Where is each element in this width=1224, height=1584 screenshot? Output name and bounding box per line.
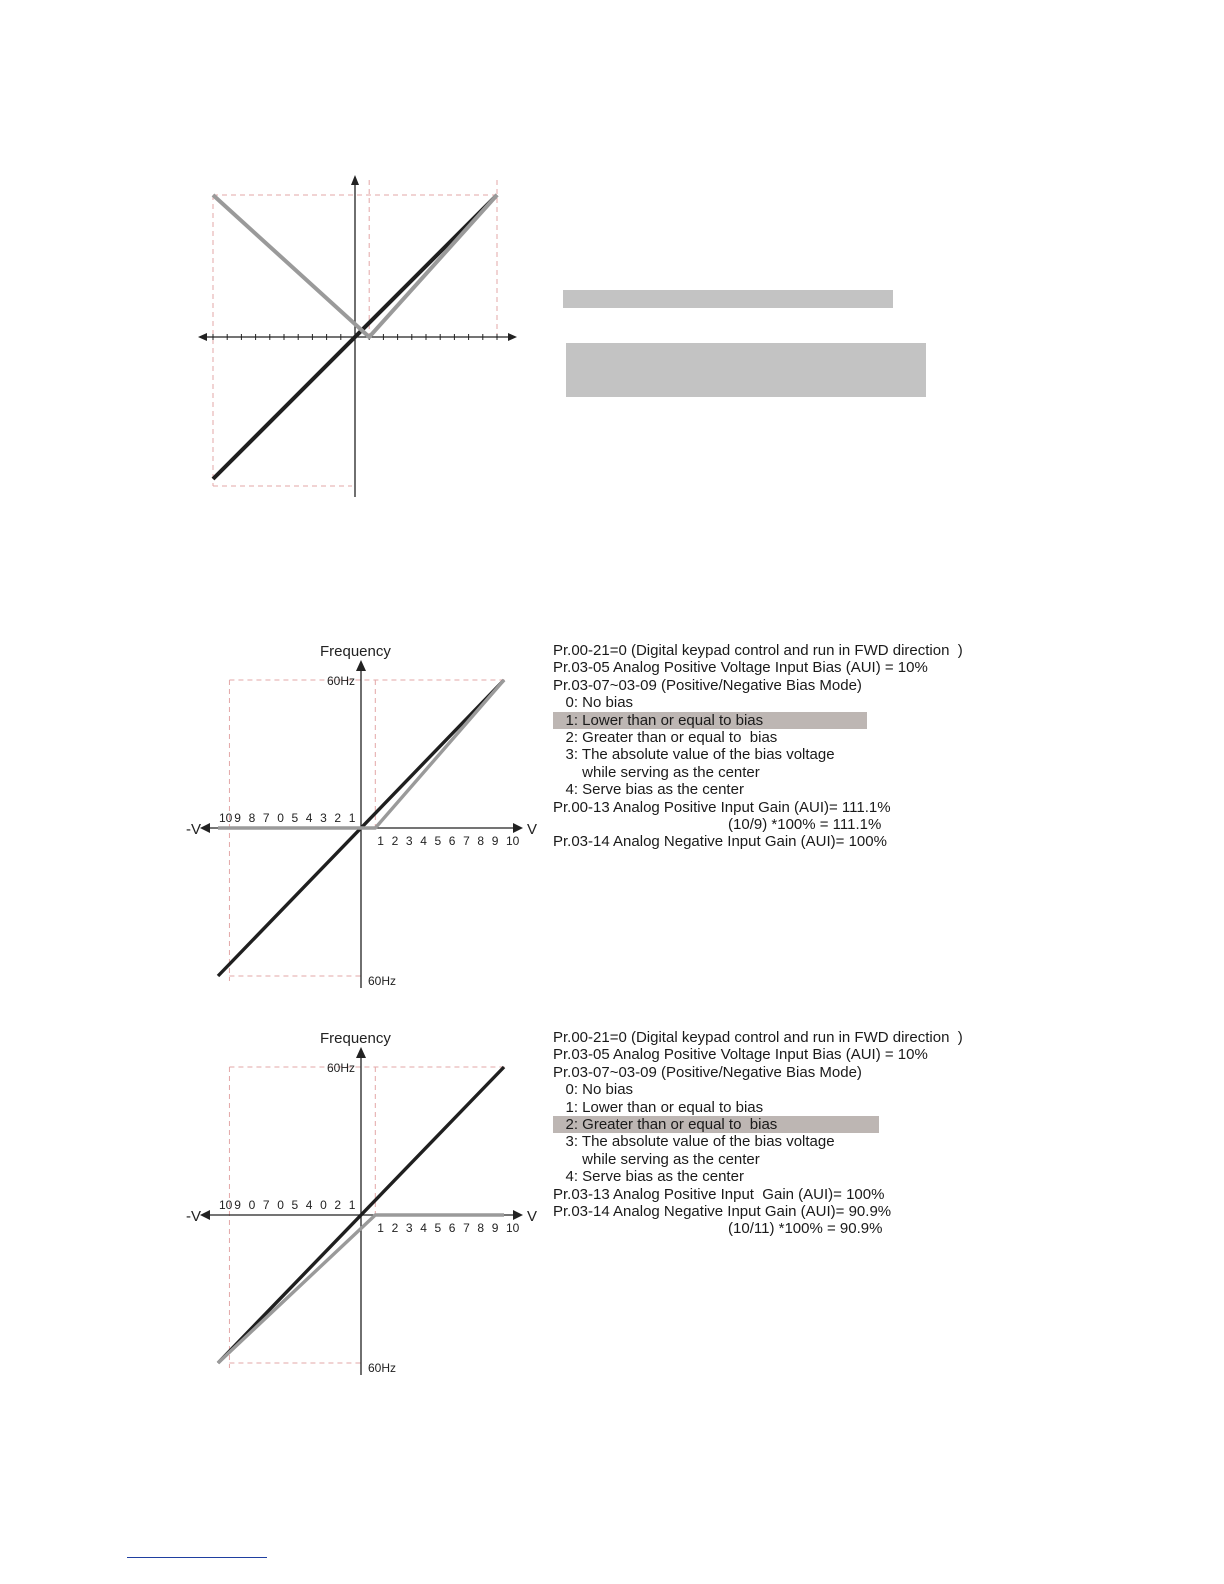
desc-line: Pr.00-21=0 (Digital keypad control and run in FWD direction )	[553, 1029, 963, 1046]
neg-tick-label: 3	[320, 811, 327, 825]
desc-line: 0: No bias	[553, 1081, 634, 1099]
pos-tick-label: 6	[448, 834, 456, 848]
desc-line: 2: Greater than or equal to bias	[553, 729, 778, 747]
x-axis-arrow-right	[508, 333, 517, 341]
pos-tick-label: 4	[420, 834, 427, 848]
pos-tick-label: 6	[448, 1221, 456, 1235]
pos-tick-label: 2	[391, 1221, 399, 1235]
neg-tick-label: 10	[219, 811, 233, 825]
desc-line: Pr.03-07~03-09 (Positive/Negative Bias Mode)	[553, 1063, 862, 1081]
neg-tick-label: 1	[348, 811, 356, 825]
pos-tick-label: 8	[477, 1221, 485, 1235]
pos-tick-label: 5	[434, 1221, 442, 1235]
desc-line: while serving as the center	[553, 1150, 760, 1168]
x-axis-arrow-left	[200, 823, 210, 833]
desc-line: Pr.00-21=0 (Digital keypad control and run in FWD direction )	[553, 642, 963, 659]
desc-line: Pr.03-13 Analog Positive Input Gain (AUI)= 100%	[553, 1185, 885, 1203]
neg-tick-label: 4	[305, 811, 313, 825]
neg-tick-label: 9	[234, 1198, 241, 1212]
desc-line: 1: Lower than or equal to bias	[553, 1098, 764, 1116]
pos-tick-label: 4	[420, 1221, 427, 1235]
neg-tick-label: 10	[219, 1198, 233, 1212]
pos-v-label: V	[527, 821, 538, 838]
top-chart	[0, 0, 1224, 520]
top-60hz-label: 60Hz	[327, 674, 356, 688]
pos-tick-label: 8	[477, 834, 485, 848]
desc-line: 4: Serve bias as the center	[553, 1168, 744, 1186]
neg-v-label: -V	[186, 821, 201, 838]
desc-line-highlighted: 1: Lower than or equal to bias	[553, 712, 867, 729]
pos-tick-label: 7	[463, 834, 470, 848]
description-lower-bias	[553, 642, 963, 851]
x-axis-arrow-left	[198, 333, 207, 341]
y-axis-arrow	[351, 175, 359, 185]
y-axis-arrow	[356, 660, 366, 671]
desc-line: while serving as the center	[553, 763, 760, 781]
pos-tick-label: 5	[434, 834, 442, 848]
desc-line: 3: The absolute value of the bias voltage	[553, 746, 835, 764]
description-greater-bias	[553, 1029, 963, 1238]
bottom-60hz-label: 60Hz	[368, 974, 397, 988]
pos-tick-label: 3	[405, 834, 413, 848]
pos-tick-label: 10	[506, 834, 520, 848]
y-axis-arrow	[356, 1047, 366, 1058]
neg-tick-label: 8	[248, 811, 256, 825]
redacted-bar-box	[566, 343, 926, 397]
pos-tick-label: 9	[491, 834, 499, 848]
desc-line: Pr.03-05 Analog Positive Voltage Input Bias (AUI) = 10%	[553, 1046, 928, 1064]
neg-tick-label: 5	[291, 1198, 299, 1212]
neg-tick-label: 5	[291, 811, 299, 825]
desc-line: 4: Serve bias as the center	[553, 781, 744, 799]
desc-line: 0: No bias	[553, 694, 634, 712]
desc-line: Pr.03-14 Analog Negative Input Gain (AUI)= 90.9%	[553, 1203, 892, 1221]
neg-tick-label: 9	[234, 811, 241, 825]
desc-line: Pr.03-07~03-09 (Positive/Negative Bias Mode)	[553, 676, 862, 694]
neg-tick-label: 0	[277, 811, 284, 825]
bottom-60hz-label: 60Hz	[368, 1361, 397, 1375]
neg-tick-label: 0	[320, 1198, 327, 1212]
top-60hz-label: 60Hz	[327, 1061, 356, 1075]
desc-line: (10/11) *100% = 90.9%	[553, 1220, 883, 1238]
neg-tick-label: 4	[305, 1198, 313, 1212]
desc-line-highlighted: 2: Greater than or equal to bias	[553, 1116, 879, 1133]
neg-tick-label: 2	[334, 1198, 342, 1212]
pos-tick-label: 2	[391, 834, 399, 848]
desc-line: Pr.03-14 Analog Negative Input Gain (AUI)= 100%	[553, 833, 887, 851]
neg-tick-label: 1	[348, 1198, 356, 1212]
footer-link-underline	[127, 1557, 267, 1558]
pos-v-label: V	[527, 1208, 538, 1225]
pos-tick-label: 3	[405, 1221, 413, 1235]
pos-tick-label: 10	[506, 1221, 520, 1235]
desc-line: Pr.00-13 Analog Positive Input Gain (AUI)= 111.1%	[553, 798, 891, 816]
desc-line: 3: The absolute value of the bias voltage	[553, 1133, 835, 1151]
neg-tick-label: 0	[277, 1198, 284, 1212]
redacted-bar-short	[563, 290, 893, 308]
pos-tick-label: 1	[377, 834, 384, 848]
pos-tick-label: 7	[463, 1221, 470, 1235]
frequency-label: Frequency	[320, 643, 391, 660]
desc-line: (10/9) *100% = 111.1%	[553, 816, 882, 834]
x-axis-arrow-left	[200, 1210, 210, 1220]
pos-tick-label: 9	[491, 1221, 499, 1235]
neg-tick-label: 0	[248, 1198, 256, 1212]
neg-tick-label: 2	[334, 811, 342, 825]
neg-tick-label: 7	[262, 811, 270, 825]
neg-v-label: -V	[186, 1208, 201, 1225]
neg-tick-label: 7	[262, 1198, 270, 1212]
desc-line: Pr.03-05 Analog Positive Voltage Input Bias (AUI) = 10%	[553, 659, 928, 677]
x-axis-arrow-right	[513, 1210, 523, 1220]
frequency-label: Frequency	[320, 1030, 391, 1047]
pos-tick-label: 1	[377, 1221, 384, 1235]
x-axis-arrow-right	[513, 823, 523, 833]
